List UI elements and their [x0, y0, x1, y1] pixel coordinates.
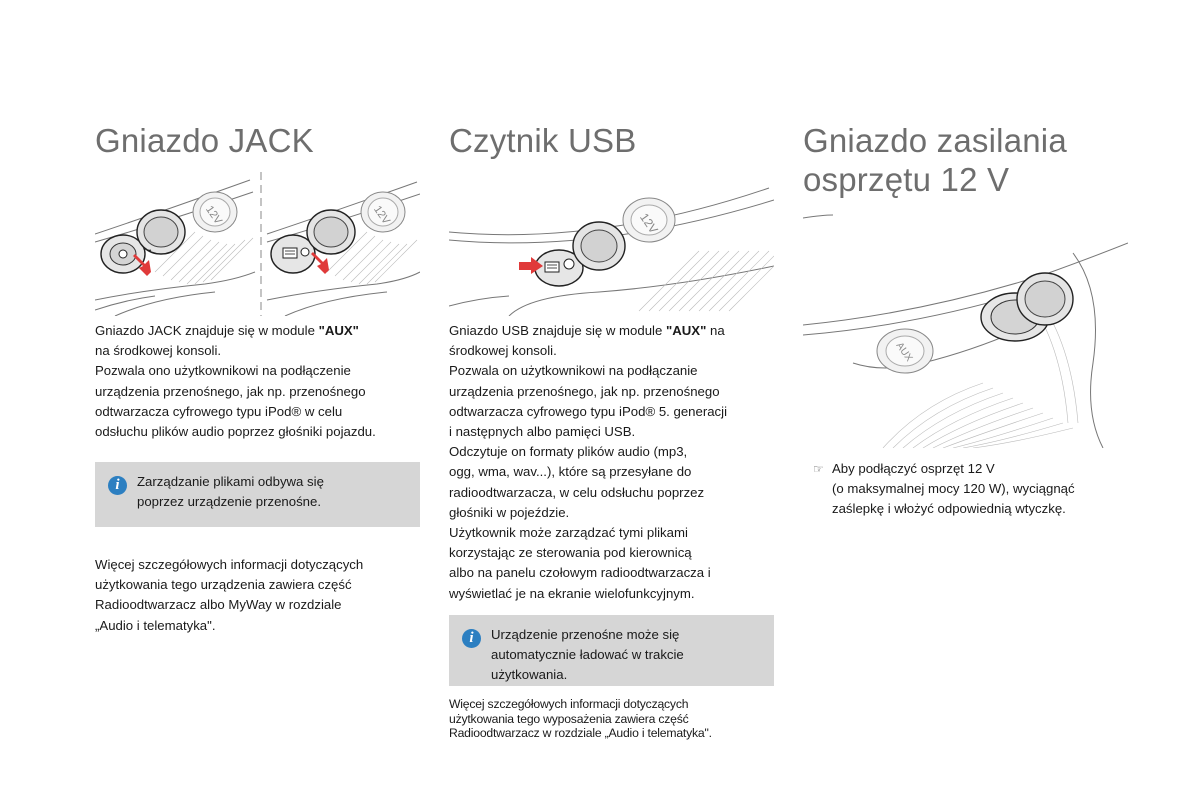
usb-reader-illustration — [449, 186, 774, 316]
jack-socket-illustration — [95, 172, 420, 316]
usb-more-info — [449, 697, 779, 741]
section-title-power-socket: Gniazdo zasilania osprzętu 12 V — [803, 122, 1067, 198]
usb-desc-line: Odczytuje on formaty plików audio (mp3, — [449, 444, 688, 460]
more-info-line: „Audio i telematyka". — [95, 617, 216, 633]
pointing-hand-icon: ☞ — [813, 462, 824, 476]
jack-more-info — [95, 555, 425, 636]
usb-desc-line: głośniki w pojeździe. — [449, 504, 570, 520]
usb-info-box — [449, 615, 774, 686]
info-text-line: użytkowania. — [491, 667, 568, 683]
aux-module-label: "AUX" — [665, 323, 707, 338]
jack-description — [95, 321, 425, 442]
usb-desc-line: Gniazdo USB znajduje się w module — [449, 323, 666, 338]
jack-desc-line: odsłuchu plików audio poprzez głośniki pojazdu. — [95, 424, 376, 440]
usb-desc-line: wyświetlać je na ekranie wielofunkcyjnym. — [449, 585, 695, 601]
twelve-volt-marking-right: 12V — [371, 203, 393, 227]
more-info-line: Radioodtwarzacz w rozdziale „Audio i telematyka". — [449, 726, 712, 741]
info-icon: i — [108, 476, 127, 495]
more-info-line: użytkowania tego wyposażenia zawiera część — [449, 711, 689, 726]
more-info-line: Więcej szczegółowych informacji dotyczących — [95, 557, 364, 572]
info-text-line: automatycznie ładować w trakcie — [491, 647, 684, 663]
usb-desc-line: na — [706, 323, 725, 338]
more-info-line: Radioodtwarzacz albo MyWay w rozdziale — [95, 597, 342, 613]
info-text-line: Urządzenie przenośne może się — [491, 627, 680, 642]
usb-desc-line: środkowej konsoli. — [449, 343, 557, 359]
jack-desc-line: Pozwala ono użytkownikowi na podłączenie — [95, 363, 351, 379]
jack-desc-line: na środkowej konsoli. — [95, 343, 222, 359]
section-title-usb: Czytnik USB — [449, 122, 637, 159]
usb-desc-line: korzystając ze sterowania pod kierownicą — [449, 545, 692, 561]
usb-desc-line: i następnych albo pamięci USB. — [449, 424, 636, 440]
power-socket-illustration — [803, 213, 1128, 448]
more-info-line: użytkowania tego urządzenia zawiera część — [95, 577, 352, 593]
usb-desc-line: urządzenia przenośnego, jak np. przenośnego — [449, 383, 720, 399]
info-text-line: poprzez urządzenie przenośne. — [137, 494, 322, 510]
info-icon: i — [462, 629, 481, 648]
jack-desc-line: urządzenia przenośnego, jak np. przenośnego — [95, 383, 366, 399]
power-socket-instruction — [813, 459, 1132, 520]
instruction-line: (o maksymalnej mocy 120 W), wyciągnąć — [832, 481, 1075, 497]
usb-desc-line: radioodtwarzacza, w celu odsłuchu poprzez — [449, 484, 705, 500]
usb-description — [449, 321, 779, 604]
jack-desc-line: Gniazdo JACK znajduje się w module — [95, 323, 319, 338]
aux-marking: AUX — [893, 340, 915, 364]
jack-desc-line: odtwarzacza cyfrowego typu iPod® w celu — [95, 403, 343, 419]
usb-desc-line: Użytkownik może zarządzać tymi plikami — [449, 525, 688, 541]
section-title-jack: Gniazdo JACK — [95, 122, 314, 159]
usb-desc-line: ogg, wma, wav...), które są przesyłane do — [449, 464, 692, 480]
jack-info-box — [95, 462, 420, 527]
usb-desc-line: odtwarzacza cyfrowego typu iPod® 5. generacji — [449, 403, 728, 419]
twelve-volt-marking-left: 12V — [203, 203, 225, 227]
instruction-line: zaślepkę i włożyć odpowiednią wtyczkę. — [832, 501, 1066, 517]
twelve-volt-marking: 12V — [637, 210, 661, 237]
info-text-line: Zarządzanie plikami odbywa się — [137, 474, 324, 489]
usb-desc-line: albo na panelu czołowym radioodtwarzacza i — [449, 565, 711, 581]
usb-desc-line: Pozwala on użytkownikowi na podłączanie — [449, 363, 698, 379]
instruction-line: Aby podłączyć osprzęt 12 V — [832, 461, 995, 476]
more-info-line: Więcej szczegółowych informacji dotyczących — [449, 697, 689, 711]
aux-module-label: "AUX" — [318, 323, 359, 338]
